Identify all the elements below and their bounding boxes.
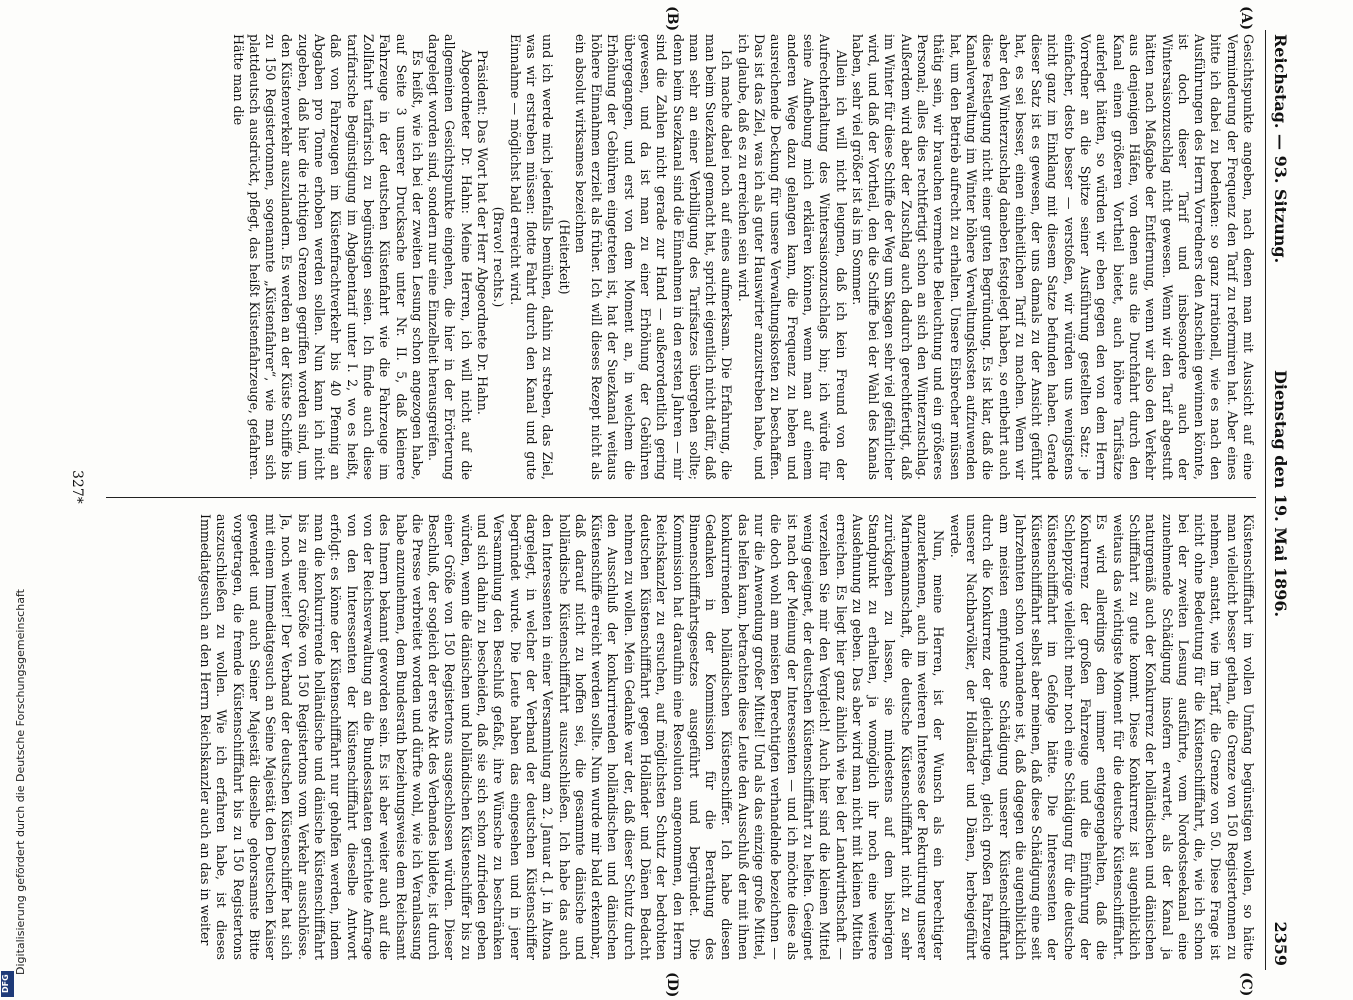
- signature-mark: 327*: [69, 470, 85, 504]
- paragraph: Nun, meine Herren, ist der Wunsch als ein berechtigter anzuerkennen, auch im weiteren Interesse der Rekrutirung unserer Marinemannschaft, die deutsche Küstenschifffahrt nicht zu sehr zurückgehen zu lassen, sie mindestens auf dem bisherigen Standpunkt zu erhalten, ja womöglich ihr noch eine weitere Ausdehnung zu geben. Das aber wird man nicht mit kleinen Mitteln erreichen. Es liegt hier ganz ähnlich wie bei der Landwirthschaft — verzeihen Sie mir den Vergleich! Auch hier sind die kleinen Mittel wenig geeignet, der deutschen Küstenschifffahrt zu helfen. Geeignet ist nach der Meinung der Interessenten — und ich möchte diese als die doch wohl am meisten Berechtigten verhandelnde bezeichnen — nur die Anwendung großer Mittel! Und als das einzige große Mittel, das helfen kann, betrachten diese Leute den Ausschluß der mit ihnen konkurrirenden holländischen Küstenschiffer. Ich habe diesen Gedanken in der Kommission für die Berathung des Binnenschifffahrtsgesetzes ausgeführt und begründet. Die Kommission hat daraufhin eine Resolution angenommen, den Herrn Reichskanzler zu ersuchen, auf möglichsten Schutz der bedrohten deutschen Küstenschifffahrt gegen Holländer und Dänen Bedacht nehmen zu wollen. Mein Gedanke war der, daß dieser Schutz durch den Ausschluß der konkurrirenden holländischen und dänischen Küstenschiffe erreicht werden sollte. Nun wurde mir bald erkennbar, daß darauf nicht zu hoffen sei, die gesammte dänische und holländische Küstenschifffahrt auszuschließen. Ich habe das auch den Interessenten in einer Versammlung am 2. Januar d. J. in Altona dargelegt, in welcher der Verband der deutschen Küstenschiffer begründet wurde. Die Leute haben das eingesehen und in jener Versammlung den Beschluß gefaßt, ihre Wünsche zu beschränken und sich dahin zu bescheiden, daß sie sich schon zufrieden geben würden, wenn die dänischen und holländischen Küstenschiffer bis zu einer Größe von 150 Registertons ausgeschlossen würden. Dieser Beschluß, der sogleich der erste Akt des Verbandes bildete, ist durch die Presse verbreitet worden und dürfte wohl, wie ich Veranlassung habe anzunehmen, dem Bundesrath beziehungsweise dem Reichsamt des Innern bekannt geworden sein. Es ist aber weiter auch auf die von der Reichsverwaltung an die Bundesstaaten gerichtete Anfrage von den Interessenten der Küstenschifffahrt dieselbe Antwort erfolgt: es könne der Küstenschifffahrt nur geholfen werden, indem man die konkurrirende holländische und dänische Küstenschifffahrt bis zu einer Größe von 150 Registertons vom Verkehr ausschlösse. Ja, noch weiter! Der Verband der deutschen Küstenschiffer hat sich mit einem Immediatgesuch an Seine Majestät den Deutschen Kaiser gewendet und auch Seiner Majestät dieselbe gehorsamste Bitte vorgetragen, die fremde Küstenschifffahrt bis zu 150 Registertons auszuschließen zu wollen. Wie ich erfahren habe, ist dieses Immediatgesuch an den Herrn Reichskanzler auch an das in weiter: [198, 514, 947, 960]
- margin-marker-a: (A): [1238, 6, 1254, 31]
- dfg-logo-text: DFG: [1, 974, 10, 993]
- header-session: Reichstag. — 93. Sitzung.: [1271, 34, 1290, 264]
- right-text-column: [106, 514, 1256, 960]
- interjection: (Bravo! rechts.): [491, 206, 507, 308]
- paragraph: und ich werde mich jedenfalls bemühen, dahin zu streben, das Ziel, was wir erstreben müssen: flotte Fahrt durch den Kanal und gute Einnahme — möglichst bald erreicht wird.: [507, 34, 556, 480]
- margin-marker-d: (D): [664, 972, 680, 998]
- paragraph: Küstenschifffahrt im vollen Umfang begünstigen wollen, so hätte man vielleicht besser gethan, die Grenze von 150 Registertonnen zu nehmen, anstatt, wie im Tarif, die Grenze von 50. Diese Frage ist nicht ohne Bedeutung für die Küstenschifffahrt, die, wie ich schon bei der zweiten Lesung ausführte, vom Nordostseekanal eine zunehmende Schädigung insofern erwartet, als der Kanal ja naturgemäß auch der Konkurrenz der holländischen und dänischen Schifffahrt zu gute kommt. Diese Konkurrenz ist augenblicklich weitaus das wichtigste Moment für die deutsche Küstenschifffahrt. Es wird allerdings dem immer entgegengehalten, daß die Konkurrenz der großen Fahrzeuge und die Einführung der Schleppzüge vielleicht mehr noch eine Schädigung für die deutsche Küstenschifffahrt im Gefolge hätte. Die Interessenten der Küstenschifffahrt selbst aber meinen, daß diese Schädigung eine seit Jahrzehnten schon vorhandene ist, daß dagegen die augenblicklich am meisten empfundene Schädigung unserer Küstenschifffahrt durch die Konkurrenz der gleichartigen, gleich großen Fahrzeuge unserer Nachbarvölker, der Holländer und Dänen, herbeigeführt werde.: [947, 514, 1256, 960]
- interjection: (Heiterkeit): [556, 219, 572, 295]
- speaker-line: Präsident: Das Wort hat der Herr Abgeordnete Dr. Hahn.: [475, 50, 491, 415]
- page-number: 2359: [1271, 921, 1290, 966]
- paragraph: Gesichtspunkte angeben, nach denen man mit Aussicht auf eine Verminderung der Frequenz den Tarif zu reformiren hat. Aber eines bitte ich dabei zu bedenken: so ganz irrationell, wie es nach den Ausführungen des Herrn Vorredners den Anschein gewinnen könnte, ist doch dieser Tarif und insbesondere auch der Wintersaisonzuschlag nicht gewesen. Wenn wir den Tarif abgestuft hätten nach Maßgabe der Entfernung, wenn wir also den Verkehr aus denjenigen Häfen, von denen aus die Durchfahrt durch den Kanal einen größeren Vortheil bietet, auch höhere Tarifsätze auferlegt hätten, so würden wir eben gegen den von dem Herrn Vorredner an die Spitze seiner Ausführung gestellten Satz: je einfacher, desto besser — verstoßen, wir würden uns wenigstens nicht ganz im Einklang mit diesem Satze befunden haben. Gerade dieser Satz ist es gewesen, der uns damals zu der Ansicht geführt hat, es sei besser, einen einheitlichen Tarif zu machen. Wenn wir aber den Winterzuschlag daneben festgelegt haben, so entbehrt auch diese Festlegung nicht einer guten Begründung. Es ist klar, daß die Kanalverwaltung im Winter höhere Verwaltungskosten aufzuwenden hat, um den Betrieb aufrecht zu erhalten. Unsere Eisbrecher müssen thätig sein, wir brauchen vermehrte Beleuchtung und ein größeres Personal; alles dies rechtfertigt schon an sich den Winterzuschlag. Außerdem wird aber der Zuschlag auch dadurch gerechtfertigt, daß im Winter für diese Schiffe der Weg um Skagen sehr viel gefährlicher wird, und daß der Vortheil, den die Schiffe bei der Wahl des Kanals haben, sehr viel größer ist als im Sommer.: [849, 34, 1256, 480]
- paragraph: Es heißt, wie ich bei der zweiten Lesung schon angezogen habe, auf Seite 3 unserer Drucksache unter Nr. II. 5, daß kleinere Fahrzeuge in der deutschen Küstenfahrt wie die Fahrzeuge im Zollfahrt tarifarisch zu begünstigen seien. Ich finde auch diese tarifarische Begünstigung im Abgabentarif unter I. 2, wo es heißt, daß von Fahrzeugen im Küstenfrachtverkehr bis 40 Pfennig an Abgaben pro Tonne erhoben werden sollen. Nun kann ich nicht zugeben, daß hier die richtigen Grenzen gegriffen worden sind, um den Küstenverkehr auszulandern. Es werden an der Küste Schiffe bis zu 150 Registertonnen, sogenannte „Küstenfahrer“, wie man sich plattdeutsch ausdrückt, pflegt, das heißt Küstenfahrzeuge, gefahren. Hätte man die: [230, 34, 425, 480]
- paragraph: Ich mache dabei noch auf eines aufmerksam. Die Erfahrung, die man beim Suezkanal gemacht hat, spricht eigentlich nicht dafür, daß man sehr an einer Verbilligung des Tarifsatzes übergehen sollte; denn beim Suezkanal sind die Einnahmen in den ersten Jahren — mir sind die Zahlen nicht gerade zur Hand — außerordentlich gering gewesen, und da ist man zu einer Erhöhung der Gebühren übergegangen, und erst von dem Moment an, in welchem die Erhöhung der Gebühren eingetreten ist, hat der Suezkanal weitaus höhere Einnahmen erzielt als früher. Ich will dieses Rezept nicht als ein absolut wirksames bezeichnen: [572, 34, 735, 480]
- left-text-column: [106, 34, 1256, 480]
- page-header: [1265, 30, 1294, 970]
- margin-marker-b: (B): [664, 6, 680, 32]
- funding-notice: Digitalisierung gefördert durch die Deutsche Forschungsgemeinschaft: [14, 589, 27, 975]
- margin-marker-c: (C): [1238, 972, 1254, 997]
- paragraph: Allein ich will nicht leugnen, daß ich kein Freund von der Aufrechterhaltung des Wintersaisonzuschlags bin; ich würde für seine Aufhebung mich erklären können, wenn man auf einem anderen Wege dazu gelangen kann, die Frequenz zu heben und ausreichende Deckung für unsere Verwaltungskosten zu beschaffen. Das ist das Ziel, was ich als guter Hauswirter anzustreben habe, und ich glaube, daß es zu erreichen sein wird.: [735, 34, 849, 480]
- column-divider: [106, 497, 1256, 498]
- speaker-paragraph: Abgeordneter Dr. Hahn: Meine Herren, ich will nicht auf die allgemeinen Gesichtspunkte eingehen, die hier in der Erörterung dargelegt worden sind, sondern nur eine Einzelheit herausgreifen.: [426, 34, 474, 480]
- header-date: Dienstag den 19. Mai 1896.: [1271, 370, 1290, 618]
